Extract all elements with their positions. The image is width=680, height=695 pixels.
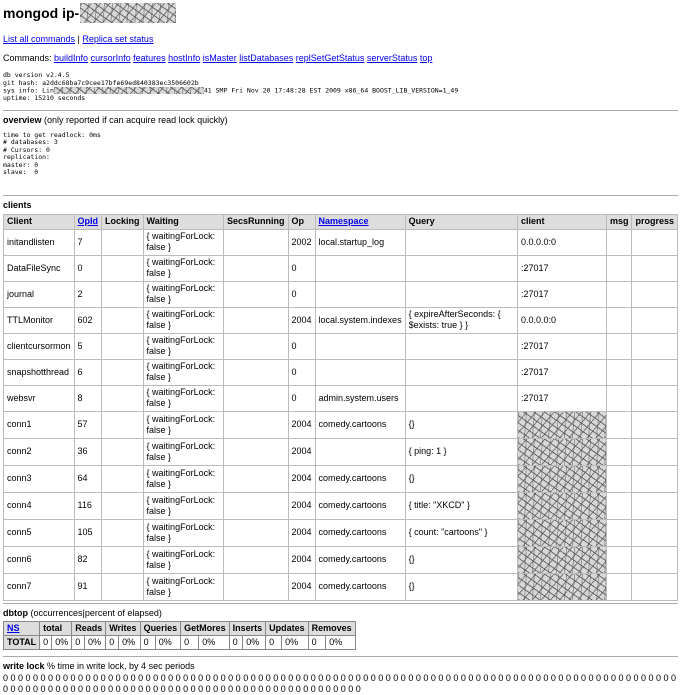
col-msg: msg [606, 214, 632, 229]
cell-namespace: comedy.cartoons [315, 465, 405, 492]
cell-namespace: local.system.indexes [315, 307, 405, 333]
cell-query [405, 333, 517, 359]
cell-opid: 7 [74, 229, 102, 255]
divider [3, 603, 678, 604]
cell-op: 2004 [288, 519, 315, 546]
cell-query [405, 385, 517, 411]
cell-opid: 8 [74, 385, 102, 411]
cell-progress [632, 573, 678, 600]
cell-msg [606, 229, 632, 255]
overview-line: replication: [3, 153, 50, 161]
col-ns [4, 621, 40, 635]
cell-query: {} [405, 465, 517, 492]
cell-client: conn3 [4, 465, 75, 492]
cell-locking [102, 385, 144, 411]
clients-header-row [4, 214, 678, 229]
cell-client: conn4 [4, 492, 75, 519]
cell-waiting: { waitingForLock: false } [143, 519, 223, 546]
cell-secsrunning [223, 465, 288, 492]
col-writes: Writes [106, 621, 140, 635]
cell-count: 0 [140, 635, 155, 649]
cell-waiting: { waitingForLock: false } [143, 385, 223, 411]
redacted-client-addr [518, 439, 606, 465]
overview-title: overview [3, 114, 42, 125]
cell-op: 2004 [288, 465, 315, 492]
cell-msg [606, 333, 632, 359]
cell-client-addr [517, 546, 606, 573]
cell-progress [632, 438, 678, 465]
cell-locking [102, 333, 144, 359]
cmd-cursorinfo-link[interactable]: cursorInfo [90, 53, 131, 63]
redacted-sys-info [54, 87, 204, 94]
cell-secsrunning [223, 281, 288, 307]
cmd-features-link[interactable]: features [133, 53, 166, 63]
redacted-hostname [80, 3, 176, 23]
cell-secsrunning [223, 255, 288, 281]
cell-query [405, 255, 517, 281]
cell-count: 0 [40, 635, 52, 649]
sort-ns-link[interactable]: NS [7, 622, 20, 633]
cell-op: 2004 [288, 546, 315, 573]
cell-secsrunning [223, 519, 288, 546]
table-row [4, 359, 678, 385]
cell-client-addr: :27017 [517, 281, 606, 307]
table-row [4, 255, 678, 281]
cell-client-addr [517, 465, 606, 492]
table-row [4, 635, 356, 649]
cell-namespace [315, 438, 405, 465]
cell-secsrunning [223, 359, 288, 385]
table-row [4, 465, 678, 492]
clients-heading [3, 199, 678, 211]
sort-namespace-link[interactable]: Namespace [318, 216, 369, 226]
cell-waiting: { waitingForLock: false } [143, 307, 223, 333]
cell-namespace: comedy.cartoons [315, 519, 405, 546]
cell-percent: 0% [119, 635, 140, 649]
col-query: Query [405, 214, 517, 229]
cell-namespace: comedy.cartoons [315, 573, 405, 600]
cell-client-addr: :27017 [517, 333, 606, 359]
cell-percent: 0% [155, 635, 180, 649]
cell-query: { ping: 1 } [405, 438, 517, 465]
cell-client: snapshotthread [4, 359, 75, 385]
cell-waiting: { waitingForLock: false } [143, 359, 223, 385]
clients-table [3, 214, 678, 601]
cell-namespace: local.startup_log [315, 229, 405, 255]
write-lock-note: % time in write lock, by 4 sec periods [47, 660, 195, 671]
sys-info-prefix: sys info: Lin [3, 86, 54, 95]
overview-note: (only reported if can acquire read lock quickly) [44, 114, 228, 125]
cell-namespace: comedy.cartoons [315, 546, 405, 573]
write-lock-values: 0 0 0 0 0 0 0 0 0 0 0 0 0 0 0 0 0 0 0 0 0 0 0 0 0 0 0 0 0 0 0 0 0 0 0 0 0 0 0 0 0 0 0 0 0 0 0 0 0 0 0 0 0 0 0 0 0 0 0 0 0 0 0 0 0 0 0 0 0 0 0 0 0 0 0 0 0 0 0 0 0 0 0 0 0 0 0 0 0 0 0 0 0 0 0 0 0 0 0 0 0 0 0 0 0 0 0 0 0 0 0 0 0 0 0 0 0 0 0 0 0 0 0 0 0 0 0 0 0 0 0 0 0 0 0 0 0 0 [3, 672, 677, 694]
cell-client-addr [517, 573, 606, 600]
cell-query: {} [405, 411, 517, 438]
cell-secsrunning [223, 385, 288, 411]
col-opid [74, 214, 102, 229]
divider [3, 656, 678, 657]
cell-msg [606, 465, 632, 492]
cell-locking [102, 546, 144, 573]
col-inserts: Inserts [229, 621, 266, 635]
cell-waiting: { waitingForLock: false } [143, 438, 223, 465]
col-total: total [40, 621, 72, 635]
cell-op: 2004 [288, 411, 315, 438]
cell-query: { expireAfterSeconds: { $exists: true } } [405, 307, 517, 333]
cell-namespace [315, 281, 405, 307]
cell-opid: 105 [74, 519, 102, 546]
replica-set-status-link[interactable]: Replica set status [82, 34, 154, 44]
cell-client-addr [517, 492, 606, 519]
table-row [4, 546, 678, 573]
cell-op: 0 [288, 385, 315, 411]
cell-progress [632, 411, 678, 438]
cell-op: 2004 [288, 573, 315, 600]
table-row [4, 438, 678, 465]
page-title-text: mongod ip- [3, 5, 80, 21]
cell-locking [102, 229, 144, 255]
cell-query: { title: "XKCD" } [405, 492, 517, 519]
cell-progress [632, 519, 678, 546]
cell-query [405, 281, 517, 307]
cell-progress [632, 333, 678, 359]
cell-msg [606, 359, 632, 385]
cell-opid: 91 [74, 573, 102, 600]
git-hash: git hash: a2ddc68ba7c9cee17bfe69ed840383ec3506602b [3, 78, 199, 87]
cell-secsrunning [223, 411, 288, 438]
cell-namespace [315, 359, 405, 385]
cell-client: TTLMonitor [4, 307, 75, 333]
cell-op: 0 [288, 333, 315, 359]
dbtop-table [3, 621, 356, 650]
cell-count: 0 [181, 635, 199, 649]
cell-progress [632, 492, 678, 519]
table-row [4, 229, 678, 255]
dbtop-note: (occurrences|percent of elapsed) [30, 607, 162, 618]
cell-secsrunning [223, 546, 288, 573]
col-progress: progress [632, 214, 678, 229]
cell-count: 0 [266, 635, 282, 649]
cell-op: 2004 [288, 438, 315, 465]
table-row [4, 492, 678, 519]
col-queries: Queries [140, 621, 181, 635]
page-title [3, 3, 678, 23]
cell-waiting: { waitingForLock: false } [143, 333, 223, 359]
cmd-top-link[interactable]: top [419, 53, 433, 63]
cell-namespace: comedy.cartoons [315, 492, 405, 519]
build-info [3, 72, 678, 103]
cell-client: conn1 [4, 411, 75, 438]
cell-progress [632, 255, 678, 281]
cell-secsrunning [223, 307, 288, 333]
cell-secsrunning [223, 573, 288, 600]
cell-client-addr [517, 411, 606, 438]
sort-opid-link[interactable]: OpId [77, 216, 99, 226]
cell-client: clientcursormon [4, 333, 75, 359]
cell-opid: 6 [74, 359, 102, 385]
cell-op: 2004 [288, 492, 315, 519]
cell-opid: 82 [74, 546, 102, 573]
cell-secsrunning [223, 229, 288, 255]
cell-msg [606, 281, 632, 307]
link-separator: | [77, 34, 80, 44]
cell-percent: 0% [52, 635, 72, 649]
write-lock-title: write lock [3, 660, 45, 671]
cell-progress [632, 229, 678, 255]
table-row [4, 573, 678, 600]
cell-opid: 2 [74, 281, 102, 307]
cell-count: 0 [308, 635, 326, 649]
cell-opid: 116 [74, 492, 102, 519]
cell-opid: 602 [74, 307, 102, 333]
col-op: Op [288, 214, 315, 229]
cell-waiting: { waitingForLock: false } [143, 465, 223, 492]
dbtop-heading [3, 607, 678, 619]
cell-waiting: { waitingForLock: false } [143, 573, 223, 600]
col-reads: Reads [72, 621, 106, 635]
cell-op: 2004 [288, 307, 315, 333]
cell-percent: 0% [326, 635, 355, 649]
dbtop-body [4, 635, 356, 649]
cell-opid: 36 [74, 438, 102, 465]
cmd-buildinfo-link[interactable]: buildInfo [54, 53, 89, 63]
cell-op: 0 [288, 255, 315, 281]
cell-secsrunning [223, 492, 288, 519]
overview-line: slave: 0 [3, 168, 39, 176]
col-updates: Updates [266, 621, 309, 635]
col-getmores: GetMores [181, 621, 230, 635]
cell-count: 0 [72, 635, 85, 649]
cell-namespace: admin.system.users [315, 385, 405, 411]
cell-client-addr: :27017 [517, 255, 606, 281]
sys-info [3, 87, 678, 95]
cell-msg [606, 546, 632, 573]
cell-query: { count: "cartoons" } [405, 519, 517, 546]
overview-line: # Cursors: 0 [3, 145, 50, 154]
cell-client: websvr [4, 385, 75, 411]
cell-msg [606, 492, 632, 519]
cell-locking [102, 492, 144, 519]
cell-msg [606, 411, 632, 438]
cell-locking [102, 411, 144, 438]
col-client-addr: client [517, 214, 606, 229]
table-row [4, 333, 678, 359]
cell-op: 2002 [288, 229, 315, 255]
cell-op: 0 [288, 359, 315, 385]
cell-waiting: { waitingForLock: false } [143, 229, 223, 255]
cell-msg [606, 385, 632, 411]
top-links [3, 33, 678, 45]
commands-bar [3, 52, 678, 64]
redacted-client-addr [518, 466, 606, 492]
cell-progress [632, 281, 678, 307]
cmd-serverstatus-link[interactable]: serverStatus [366, 53, 418, 63]
cell-client: conn7 [4, 573, 75, 600]
cell-progress [632, 307, 678, 333]
cmd-hostinfo-link[interactable]: hostInfo [168, 53, 201, 63]
cell-msg [606, 307, 632, 333]
table-row [4, 519, 678, 546]
cell-client: journal [4, 281, 75, 307]
cell-waiting: { waitingForLock: false } [143, 546, 223, 573]
cell-query [405, 359, 517, 385]
commands-label: Commands: [3, 53, 52, 63]
cell-msg [606, 519, 632, 546]
cell-opid: 64 [74, 465, 102, 492]
cell-client: conn2 [4, 438, 75, 465]
redacted-client-addr [518, 412, 606, 438]
cell-namespace: comedy.cartoons [315, 411, 405, 438]
clients-body [4, 229, 678, 600]
cell-query [405, 229, 517, 255]
cmd-replsetgetstatus-link[interactable]: replSetGetStatus [295, 53, 365, 63]
cell-client: conn5 [4, 519, 75, 546]
cell-percent: 0% [282, 635, 309, 649]
cell-opid: 57 [74, 411, 102, 438]
cell-count: 0 [106, 635, 119, 649]
cell-waiting: { waitingForLock: false } [143, 492, 223, 519]
cell-client: initandlisten [4, 229, 75, 255]
redacted-client-addr [518, 493, 606, 519]
cell-waiting: { waitingForLock: false } [143, 255, 223, 281]
cell-secsrunning [223, 333, 288, 359]
cell-progress [632, 359, 678, 385]
cell-progress [632, 546, 678, 573]
uptime: uptime: 15210 seconds [3, 94, 86, 102]
cell-query: {} [405, 573, 517, 600]
table-row [4, 307, 678, 333]
overview-block [3, 132, 678, 177]
cell-percent: 0% [84, 635, 105, 649]
cmd-listdatabases-link[interactable]: listDatabases [239, 53, 294, 63]
db-version: db version v2.4.5 [3, 71, 70, 79]
col-client: Client [4, 214, 75, 229]
cell-query: {} [405, 546, 517, 573]
cell-msg [606, 573, 632, 600]
clients-title: clients [3, 199, 32, 210]
divider [3, 195, 678, 196]
sys-info-suffix: 41 SMP Fri Nov 20 17:48:28 EST 2009 x86_64 BOOST_LIB_VERSION=1_49 [203, 86, 459, 95]
cell-client-addr: 0.0.0.0:0 [517, 307, 606, 333]
cell-count: 0 [229, 635, 243, 649]
cell-op: 0 [288, 281, 315, 307]
cell-msg [606, 438, 632, 465]
cell-percent: 0% [243, 635, 266, 649]
dbtop-title: dbtop [3, 607, 28, 618]
cell-percent: 0% [199, 635, 229, 649]
col-secsrunning: SecsRunning [223, 214, 288, 229]
cell-locking [102, 573, 144, 600]
write-lock-heading [3, 660, 678, 672]
cell-ns: TOTAL [4, 635, 40, 649]
col-waiting: Waiting [143, 214, 223, 229]
cell-locking [102, 281, 144, 307]
cell-locking [102, 438, 144, 465]
table-row [4, 385, 678, 411]
cell-locking [102, 255, 144, 281]
redacted-client-addr [518, 547, 606, 573]
cell-waiting: { waitingForLock: false } [143, 281, 223, 307]
col-removes: Removes [308, 621, 355, 635]
cell-locking [102, 307, 144, 333]
table-row [4, 411, 678, 438]
cell-msg [606, 255, 632, 281]
cell-client-addr: :27017 [517, 359, 606, 385]
overview-line: master: 0 [3, 160, 39, 169]
cell-namespace [315, 255, 405, 281]
cell-progress [632, 465, 678, 492]
cell-client: DataFileSync [4, 255, 75, 281]
col-locking: Locking [102, 214, 144, 229]
cell-opid: 5 [74, 333, 102, 359]
cell-client-addr [517, 438, 606, 465]
list-all-commands-link[interactable]: List all commands [3, 34, 76, 44]
cell-secsrunning [223, 438, 288, 465]
cell-client: conn6 [4, 546, 75, 573]
dbtop-header-row [4, 621, 356, 635]
divider [3, 110, 678, 111]
cell-locking [102, 359, 144, 385]
cell-client-addr: :27017 [517, 385, 606, 411]
overview-line: # databases: 3 [3, 138, 58, 146]
cell-locking [102, 465, 144, 492]
col-namespace [315, 214, 405, 229]
overview-line: time to get readlock: 0ms [3, 130, 101, 139]
redacted-client-addr [518, 574, 606, 600]
cell-client-addr [517, 519, 606, 546]
redacted-client-addr [518, 520, 606, 546]
cell-waiting: { waitingForLock: false } [143, 411, 223, 438]
cell-progress [632, 385, 678, 411]
cell-namespace [315, 333, 405, 359]
cell-locking [102, 519, 144, 546]
overview-heading [3, 114, 678, 126]
table-row [4, 281, 678, 307]
cmd-ismaster-link[interactable]: isMaster [202, 53, 237, 63]
cell-opid: 0 [74, 255, 102, 281]
cell-client-addr: 0.0.0.0:0 [517, 229, 606, 255]
